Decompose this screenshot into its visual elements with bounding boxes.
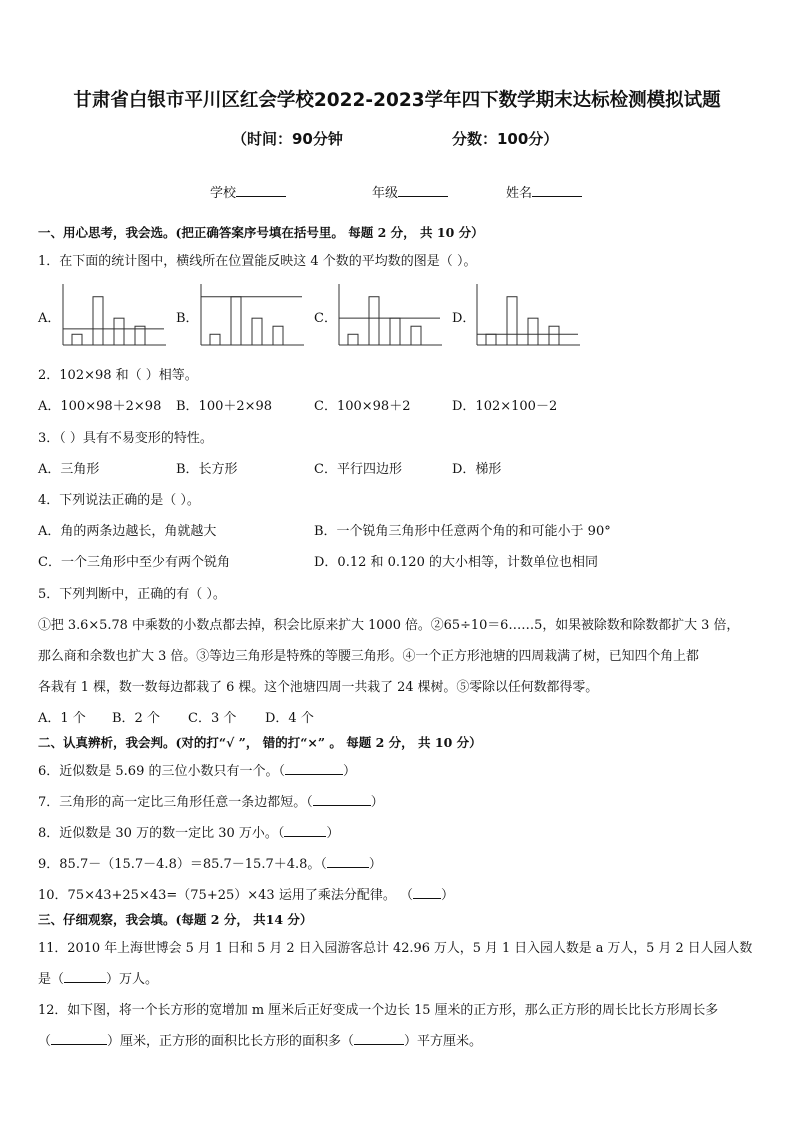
- q5-option-d[interactable]: D．4 个: [265, 711, 314, 726]
- q3-text: 3．（ ）具有不易变形的特性。: [38, 431, 213, 446]
- q3-option-c[interactable]: C．平行四边形: [314, 462, 402, 477]
- q9-close: ）: [368, 857, 382, 872]
- name-label: 姓名: [506, 186, 533, 201]
- q3-option-d[interactable]: D．梯形: [452, 462, 502, 477]
- q4-option-b[interactable]: B．一个锐角三角形中任意两个角的和可能小于 90°: [314, 524, 611, 539]
- q2-option-d[interactable]: D．102×100－2: [452, 399, 558, 414]
- q5-line2: 那么商和余数也扩大 3 倍。③等边三角形是特殊的等腰三角形。④一个正方形池塘的四周栽满了树，已知四个角上都: [38, 649, 699, 664]
- page-title: 甘肃省白银市平川区红会学校2022-2023学年四下数学期末达标检测模拟试题: [73, 90, 721, 111]
- q7-answer-blank[interactable]: [313, 793, 371, 806]
- q5-line3: 各栽有 1 棵，数一数每边都栽了 6 棵。这个池塘四周一共栽了 24 棵树。⑤零除以任何数都得零。: [38, 680, 599, 695]
- q4-option-d[interactable]: D．0.12 和 0.120 的大小相等，计数单位也相同: [314, 555, 598, 570]
- q7-close: ）: [370, 795, 384, 810]
- school-blank[interactable]: [236, 184, 286, 197]
- bar: [252, 318, 262, 345]
- q5-option-b[interactable]: B．2 个: [112, 711, 160, 726]
- q4-option-a[interactable]: A．角的两条边越长，角就越大: [38, 524, 217, 539]
- q1-option-c[interactable]: C．: [314, 311, 337, 326]
- bar: [273, 326, 283, 345]
- bar: [231, 297, 241, 345]
- q1-option-a[interactable]: A．: [38, 311, 61, 326]
- grade-field: [372, 182, 448, 201]
- section1-heading: 一、用心思考，我会选。(把正确答案序号填在括号里。 每题 2 分， 共 10 分）: [38, 225, 484, 240]
- q11-line1: 11．2010 年上海世博会 5 月 1 日和 5 月 2 日入园游客总计 42.96 万人，5 月 1 日入园人数是 a 万人，5 月 2 日人园人数: [38, 941, 753, 956]
- q10-text: 10．75×43+25×43=（75+25）×43 运用了乘法分配律。 （: [38, 888, 413, 903]
- q5-option-c[interactable]: C．3 个: [188, 711, 237, 726]
- name-field: [506, 182, 582, 201]
- q11-line2: [38, 968, 158, 987]
- school-field: [210, 182, 286, 201]
- q5-text: 5．下列判断中，正确的有（ ）。: [38, 587, 226, 602]
- q5-line1: ①把 3.6×5.78 中乘数的小数点都去掉，积会比原来扩大 1000 倍。②65÷10＝6……5，如果被除数和除数都扩大 3 倍，: [38, 618, 740, 633]
- q11-answer-blank[interactable]: [64, 970, 106, 983]
- q5-option-a[interactable]: A．1 个: [38, 711, 86, 726]
- q6-text: 6．近似数是 5.69 的三位小数只有一个。（: [38, 764, 285, 779]
- bar: [369, 297, 379, 345]
- q6-close: ）: [342, 764, 356, 779]
- q12-line2: [38, 1030, 482, 1049]
- q1-chart-b: [200, 284, 304, 348]
- q2-option-a[interactable]: A．100×98＋2×98: [38, 399, 162, 414]
- section3-heading: 三、仔细观察，我会填。(每题 2 分， 共14 分）: [38, 912, 313, 927]
- bar: [411, 326, 421, 345]
- bar: [114, 318, 124, 345]
- bar: [549, 326, 559, 345]
- bar: [507, 297, 517, 345]
- q2-option-c[interactable]: C．100×98＋2: [314, 399, 411, 414]
- q6-answer-blank[interactable]: [285, 762, 343, 775]
- q10-answer-blank[interactable]: [413, 886, 441, 899]
- q4-option-c[interactable]: C．一个三角形中至少有两个锐角: [38, 555, 230, 570]
- bar: [486, 334, 496, 345]
- q7-text: 7．三角形的高一定比三角形任意一条边都短。（: [38, 795, 313, 810]
- bar: [528, 318, 538, 345]
- q9-answer-blank[interactable]: [327, 855, 369, 868]
- q11-prefix: 是（: [38, 972, 65, 987]
- q12-answer-blank-1[interactable]: [51, 1032, 107, 1045]
- q8-line: [38, 822, 339, 841]
- q8-close: ）: [326, 826, 340, 841]
- q9-text: 9．85.7－（15.7－4.8）＝85.7－15.7＋4.8。（: [38, 857, 327, 872]
- bar: [93, 297, 103, 345]
- q8-answer-blank[interactable]: [284, 824, 326, 837]
- name-blank[interactable]: [532, 184, 582, 197]
- q1-chart-a: [62, 284, 166, 348]
- q12-mid: ）厘米，正方形的面积比长方形的面积多（: [107, 1034, 355, 1049]
- school-label: 学校: [210, 186, 237, 201]
- q3-option-a[interactable]: A．三角形: [38, 462, 100, 477]
- q4-text: 4．下列说法正确的是（ ）。: [38, 493, 200, 508]
- bar: [72, 334, 82, 345]
- q8-text: 8．近似数是 30 万的数一定比 30 万小。（: [38, 826, 285, 841]
- bar: [210, 334, 220, 345]
- q1-chart-d: [476, 284, 580, 348]
- bar: [390, 318, 400, 345]
- grade-blank[interactable]: [398, 184, 448, 197]
- q10-line: [38, 884, 454, 903]
- q1-option-b[interactable]: B．: [176, 311, 199, 326]
- section2-heading: 二、认真辨析，我会判。(对的打“√ ”， 错的打“×” 。 每题 2 分， 共 10 分）: [38, 735, 482, 750]
- q12-line1: 12．如下图，将一个长方形的宽增加 m 厘米后正好变成一个边长 15 厘米的正方形，那么正方形的周长比长方形周长多: [38, 1003, 719, 1018]
- q2-option-b[interactable]: B．100＋2×98: [176, 399, 273, 414]
- exam-score: 分数：100分）: [452, 130, 559, 148]
- q9-line: [38, 853, 382, 872]
- q12-answer-blank-2[interactable]: [354, 1032, 404, 1045]
- q12-end: ）平方厘米。: [404, 1034, 483, 1049]
- grade-label: 年级: [372, 186, 399, 201]
- exam-time: （时间：90分钟: [232, 130, 343, 148]
- q7-line: [38, 791, 384, 810]
- q1-chart-c: [338, 284, 442, 348]
- q6-line: [38, 760, 356, 779]
- q2-text: 2．102×98 和（ ）相等。: [38, 368, 198, 383]
- q1-option-d[interactable]: D．: [452, 311, 476, 326]
- q11-suffix: ）万人。: [106, 972, 159, 987]
- bar: [348, 334, 358, 345]
- q3-option-b[interactable]: B．长方形: [176, 462, 238, 477]
- q1-text: 1．在下面的统计图中，横线所在位置能反映这 4 个数的平均数的图是（ ）。: [38, 254, 477, 269]
- q12-open: （: [38, 1034, 52, 1049]
- q10-close: ）: [440, 888, 454, 903]
